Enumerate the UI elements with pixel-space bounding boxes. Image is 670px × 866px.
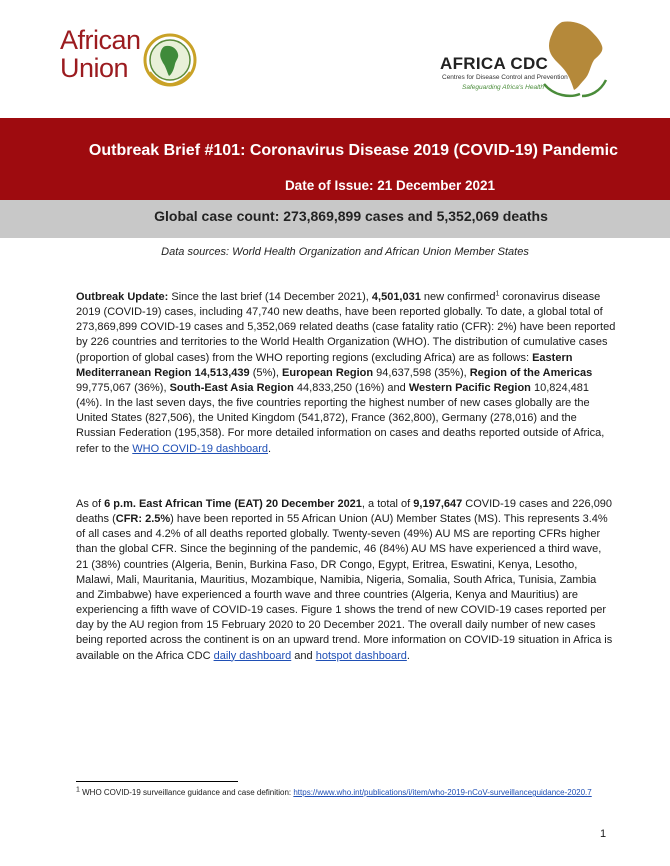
au-emblem-icon <box>142 32 198 88</box>
page-number: 1 <box>600 828 607 840</box>
footnote: $^1$ WHO COVID-19 surveillance guidance and case definition: https://www.who.int/publications/i/item/who-2019-nCoV-surveillanceguidance-2020.7 <box>76 786 592 797</box>
page-header <box>0 0 670 118</box>
africa-map-icon <box>540 18 610 98</box>
footnote-divider <box>76 781 238 782</box>
africa-situation-paragraph: As of 6 p.m. East African Time (EAT) 20 December 2021, a total of 9,197,647 COVID-19 cases and 226,090 deaths (CFR: 2.5%) have been reported in 55 African Union (AU) Member States (MS). This represents 3.4% of all cases and 4.2% of all deaths reported globally. Twenty-seven (49%) AU MS are reporting CFRs higher than the global CFR. Since the beginning of the pandemic, 46 (84%) AU MS have experienced a third wave, 21 (38%) countries (Algeria, Benin, Burkina Faso, DR Congo, Egypt, Eritrea, Eswatini, Kenya, Lesotho, Malawi, Mali, Mauritania, Mauritius, Mozambique, Namibia, Nigeria, Somalia, South Africa, Tunisia, Zambia and Zimbabwe) have experienced a fourth wave and three countries (Algeria, Kenya and Mauritius) are experiencing a fifth wave of COVID-19 cases. Figure 1 shows the trend of new COVID-19 cases reported per day by the AU region from 15 February 2020 to 20 December 2021. The overall daily number of new cases being reported across the continent is on an upward trend. More information on COVID-19 situation in Africa is available on the Africa CDC daily dashboard and hotspot dashboard. <box>76 498 613 662</box>
footnote-marker: 1 <box>495 290 500 298</box>
data-sources: Data sources: World Health Organization and African Union Member States <box>161 246 529 258</box>
africa-cdc-logo <box>440 18 620 118</box>
cdc-logo-subtitle: Centres for Disease Control and Prevention <box>442 74 568 81</box>
hotspot-dashboard-link[interactable]: hotspot dashboard <box>315 649 407 662</box>
who-dashboard-link[interactable]: WHO COVID-19 dashboard <box>132 442 268 455</box>
title-banner <box>0 118 670 200</box>
african-union-logo <box>60 26 260 96</box>
outbreak-update-paragraph: Outbreak Update: Since the last brief (14 December 2021), 4,501,031 new confirmed$^1$ coronavirus disease 2019 (COVID-19) cases, including 47,740 new deaths, have been reported globally. To date, a global total of 273,869,899 COVID-19 cases and 5,352,069 related deaths (case fatality ratio (CFR): 2%) have been reported by 226 countries and territories to the World Health Organization (WHO). The distribution of cumulative cases (proportion of global cases) from the WHO reporting regions (excluding Africa) are as follows: Eastern Mediterranean Region 14,513,439 (5%), European Region 94,637,598 (35%), Region of the Americas 99,775,067 (36%), South-East Asia Region 44,833,250 (16%) and Western Pacific Region 10,824,481 (4%). In the last seven days, the five countries reporting the highest number of new cases globally are the United States (827,506), the United Kingdom (541,872), France (362,800), Germany (278,016) and the Russian Federation (195,358). For more detailed information on cases and deaths reported outside of Africa, refer to the WHO COVID-19 dashboard. <box>76 290 616 455</box>
issue-date: Date of Issue: 21 December 2021 <box>284 178 496 193</box>
document-title: Outbreak Brief #101: Coronavirus Disease 2019 (COVID-19) Pandemic <box>88 142 618 159</box>
daily-dashboard-link[interactable]: daily dashboard <box>213 649 292 662</box>
outbreak-update-lead: Outbreak Update: <box>76 291 169 303</box>
cdc-logo-title: AFRICA CDC <box>440 54 549 73</box>
cdc-logo-tagline: Safeguarding Africa's Health <box>462 84 544 91</box>
au-logo-line1: African <box>60 25 141 55</box>
global-count-band <box>0 200 670 238</box>
au-logo-line2: Union <box>60 53 129 83</box>
global-case-count: Global case count: 273,869,899 cases and 5,352,069 deaths <box>154 208 548 224</box>
footnote-link[interactable]: https://www.who.int/publications/i/item/who-2019-nCoV-surveillanceguidance-2020.7 <box>293 788 592 797</box>
